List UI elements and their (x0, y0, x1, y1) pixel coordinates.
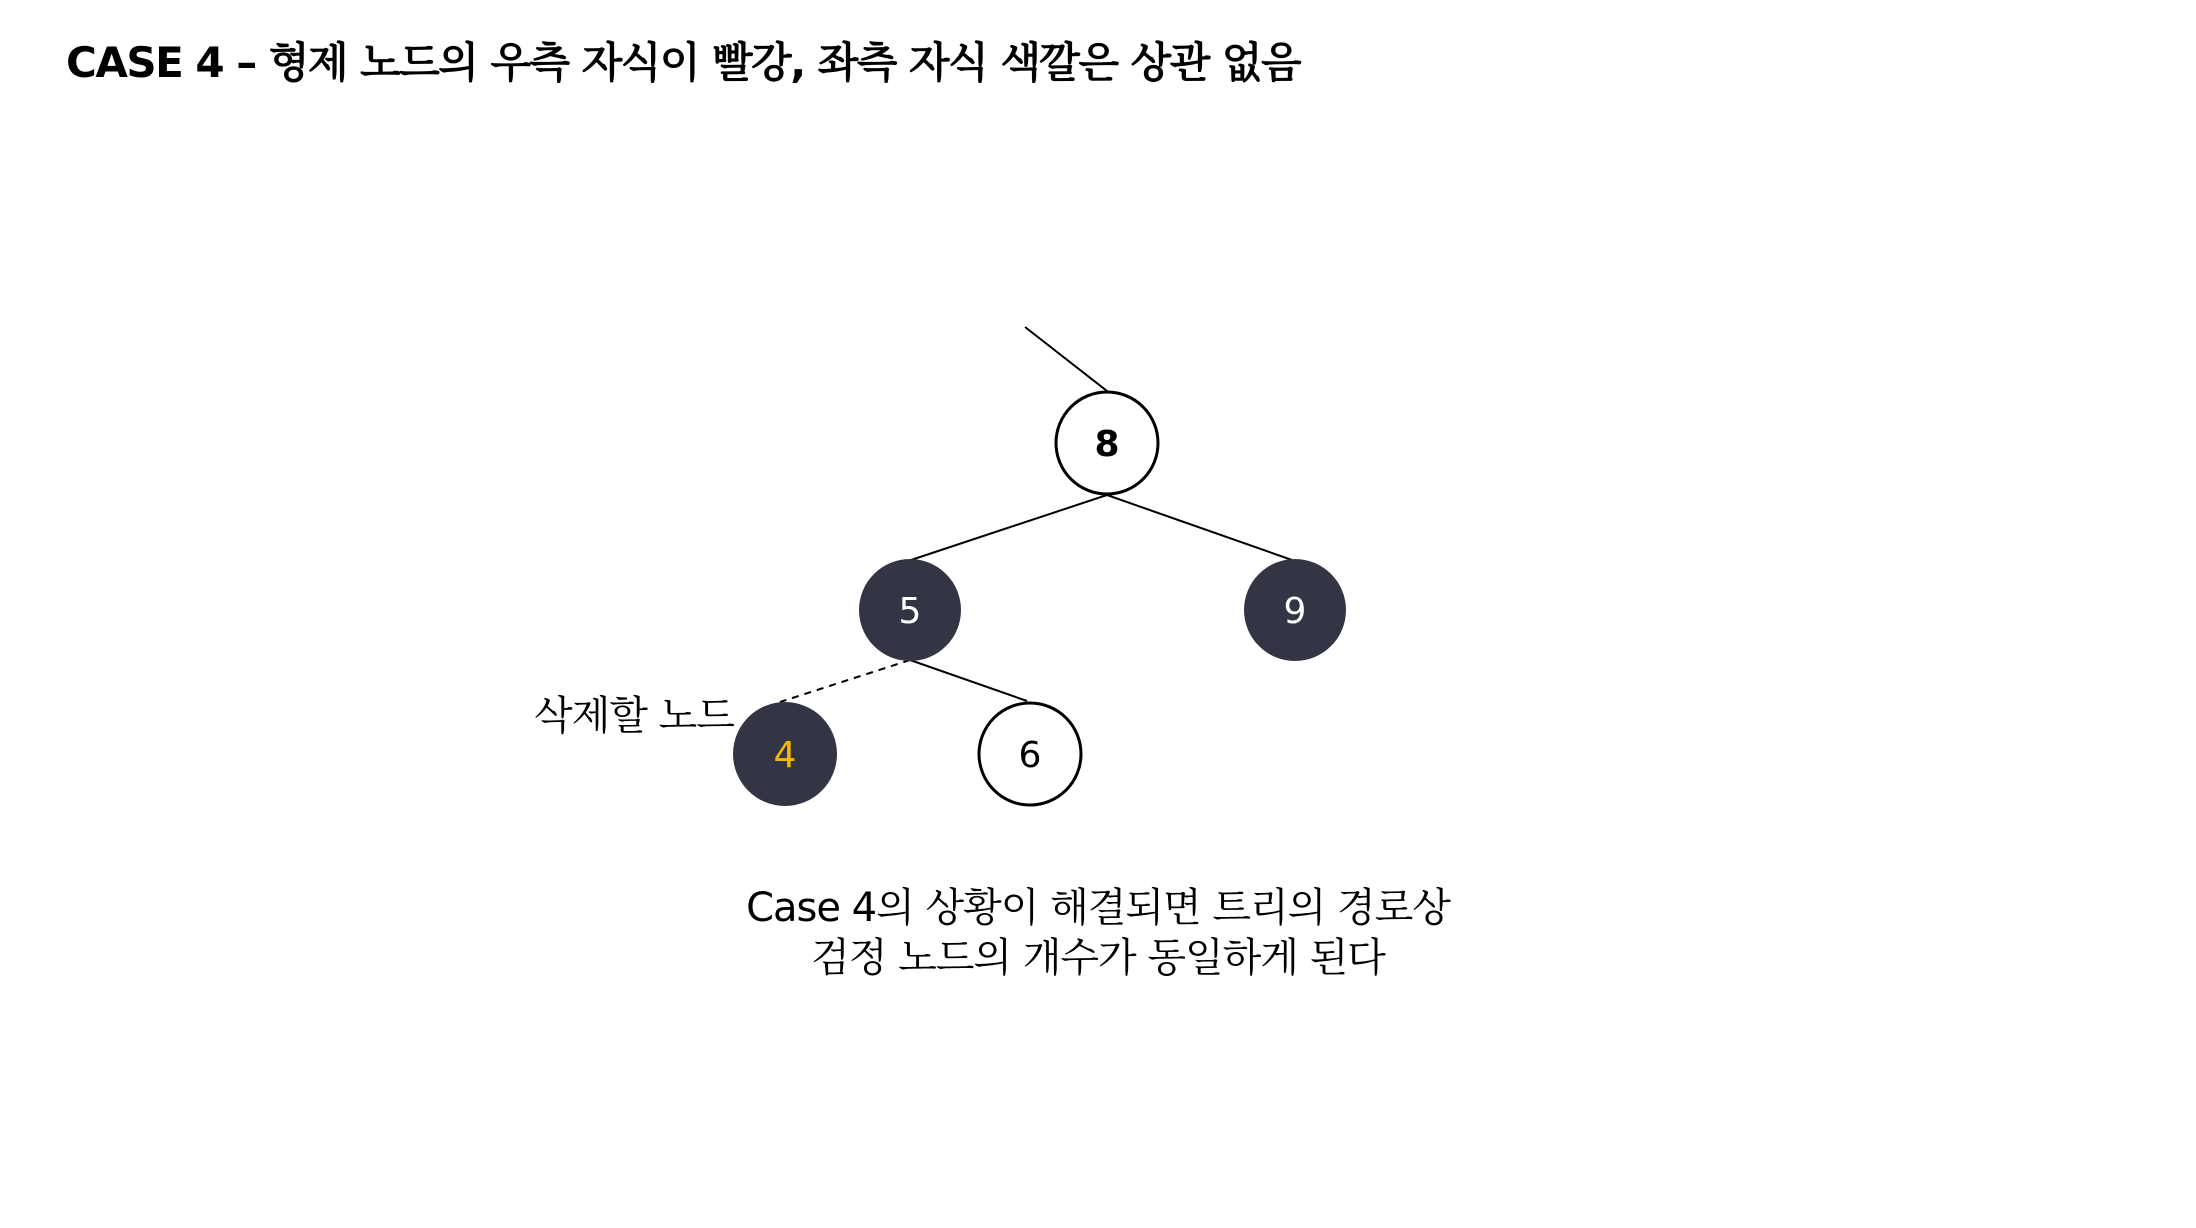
slide-title: CASE 4 – 형제 노드의 우측 자식이 빨강, 좌측 자식 색깔은 상관 없음 (66, 38, 1301, 87)
node-6 (979, 703, 1081, 805)
node-6-label: 6 (1018, 735, 1042, 776)
caption-line-2: 검정 노드의 개수가 동일하게 된다 (811, 935, 1385, 981)
node-4-label: 4 (773, 735, 797, 776)
delete-node-label: 삭제할 노드 (534, 693, 734, 739)
caption (698, 883, 1498, 983)
edge-8-to-9 (1107, 495, 1292, 560)
edge-parent-to-8 (1025, 327, 1107, 391)
node-8 (1056, 392, 1158, 494)
node-9 (1244, 559, 1346, 661)
node-9-label: 9 (1283, 591, 1307, 632)
edge-8-to-5 (905, 495, 1107, 562)
node-8-label: 8 (1094, 424, 1120, 465)
edge-5-to-6 (910, 660, 1027, 701)
caption-line-1: Case 4의 상황이 해결되면 트리의 경로상 (746, 885, 1450, 931)
edge-5-to-4-dashed (780, 660, 910, 702)
node-5-label: 5 (898, 591, 922, 632)
node-4-delete-target (733, 702, 837, 806)
node-5 (859, 559, 961, 661)
